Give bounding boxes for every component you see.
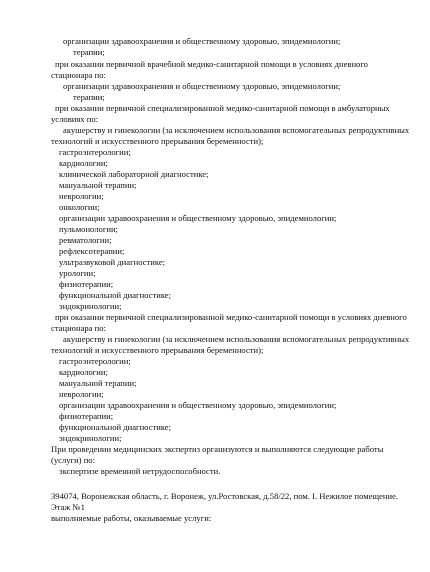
- text-line: ультразвуковой диагностике;: [59, 257, 166, 267]
- text-line: гастроэнтерологии;: [59, 147, 131, 157]
- text-line: организации здравоохранения и общественному здоровью, эпидемиологии;: [59, 400, 337, 410]
- address-line: 394074, Воронежская область, г. Воронеж, ул.Ростовская, д.58/22, пом. I. Нежилое помещение.: [51, 491, 399, 501]
- text-line: терапии;: [73, 92, 105, 102]
- text-line: экспертизе временной нетрудоспособности.: [59, 466, 221, 476]
- text-line: пульмонологии;: [59, 224, 118, 234]
- text-line: эндокринологии;: [59, 301, 122, 311]
- text-line: неврологии;: [59, 389, 104, 399]
- text-line: урологии;: [59, 268, 96, 278]
- text-line: физиотерапии;: [59, 279, 114, 289]
- text-line: организации здравоохранения и общественному здоровью, эпидемиологии;: [59, 213, 337, 223]
- text-line: рефлексотерапии;: [59, 246, 125, 256]
- text-line: при оказании первичной специализированной медико-санитарной помощи в амбулаторных: [55, 103, 390, 113]
- text-line: акушерству и гинекологии (за исключением использования вспомогательных репродуктивных: [63, 125, 410, 135]
- text-line: организации здравоохранения и общественному здоровью, эпидемиологии;: [63, 81, 341, 91]
- text-line: стационара по:: [51, 70, 106, 80]
- text-line: терапии;: [73, 47, 105, 57]
- text-line: при оказании первичной специализированной медико-санитарной помощи в условиях дневного: [55, 312, 407, 322]
- text-line: функциональной диагностике;: [59, 290, 172, 300]
- text-line: При проведении медицинских экспертиз организуются и выполняются следующие работы: [51, 444, 384, 454]
- text-line: физиотерапии;: [59, 411, 114, 421]
- text-line: неврологии;: [59, 191, 104, 201]
- text-line: (услуги) по:: [51, 455, 95, 465]
- text-line: выполняемые работы, оказываемые услуги:: [51, 513, 212, 523]
- text-line: условиях по:: [51, 114, 99, 124]
- text-line: технологий и искусственного прерывания беременности);: [51, 345, 264, 355]
- text-line: кардиологии;: [59, 367, 108, 377]
- text-line: ревматологии;: [59, 235, 112, 245]
- text-line: гастроэнтерологии;: [59, 356, 131, 366]
- text-line: мануальной терапии;: [59, 378, 137, 388]
- text-line: технологий и искусственного прерывания беременности);: [51, 136, 264, 146]
- text-line: онкологии;: [59, 202, 100, 212]
- text-line: акушерству и гинекологии (за исключением использования вспомогательных репродуктивных: [63, 334, 410, 344]
- text-line: кардиологии;: [59, 158, 108, 168]
- text-line: функциональной диагностике;: [59, 422, 172, 432]
- text-line: при оказании первичной врачебной медико-санитарной помощи в условиях дневного: [55, 59, 368, 69]
- floor-line: Этаж №1: [51, 502, 85, 512]
- text-line: эндокринологии;: [59, 433, 122, 443]
- text-line: организации здравоохранения и общественному здоровью, эпидемиологии;: [63, 36, 341, 46]
- text-line: клинической лабораторной диагностике;: [59, 169, 209, 179]
- text-line: мануальной терапии;: [59, 180, 137, 190]
- text-line: стационара по:: [51, 323, 106, 333]
